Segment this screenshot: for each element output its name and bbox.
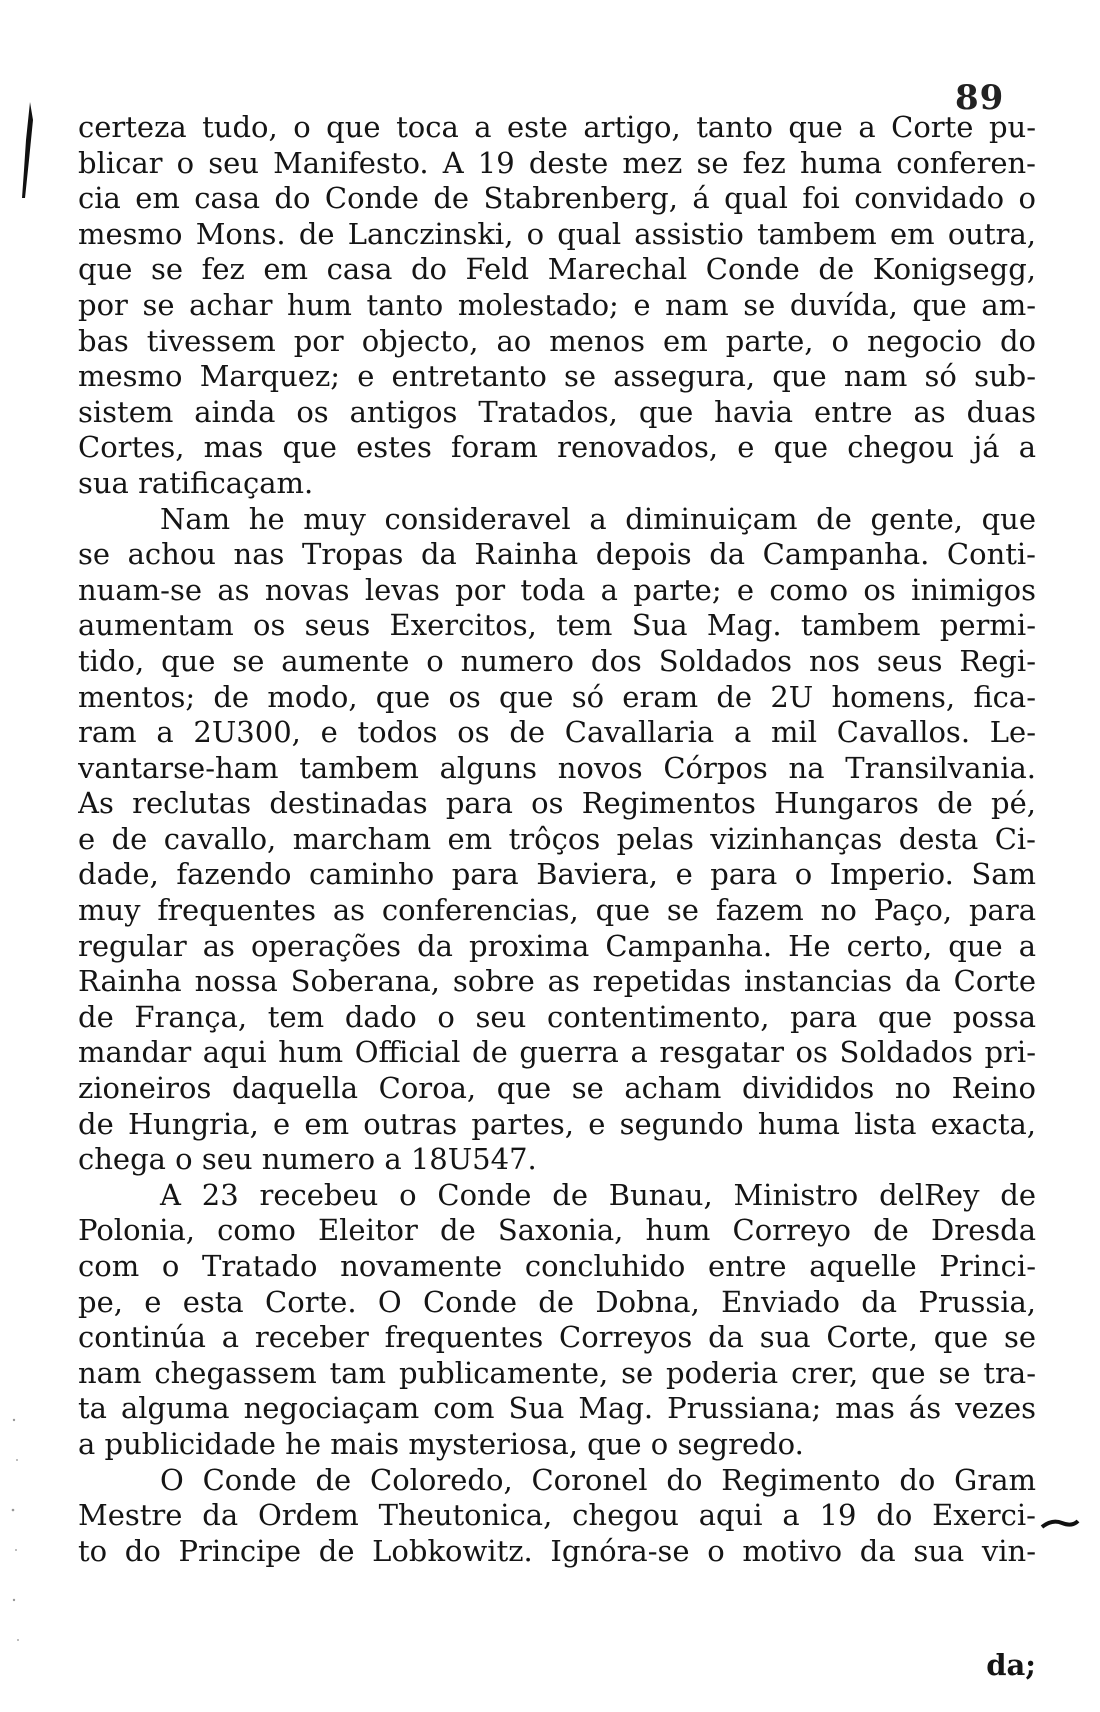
text-line: e de cavallo, marcham em trôços pelas vizinhanças desta Ci- — [78, 821, 1036, 856]
text-line: ram a 2U300, e todos os de Cavallaria a mil Cavallos. Le- — [78, 715, 1036, 750]
text-line: Mestre da Ordem Theutonica, chegou aqui a 19 do Exerci- — [78, 1498, 1036, 1533]
text-line: O Conde de Coloredo, Coronel do Regimento do Gram — [160, 1462, 1036, 1497]
text-line: Polonia, como Eleitor de Saxonia, hum Correyo de Dresda — [78, 1213, 1036, 1248]
text-line: mentos; de modo, que os que só eram de 2U homens, fica- — [78, 679, 1036, 714]
text-line: por se achar hum tanto molestado; e nam se duvída, que am- — [78, 287, 1036, 322]
text-line: nam chegassem tam publicamente, se poderia crer, que se tra- — [78, 1355, 1036, 1390]
text-line: sua ratificaçam. — [78, 465, 314, 500]
catchword: da; — [986, 1648, 1036, 1682]
text-line: mesmo Marquez; e entretanto se assegura, que nam só sub- — [78, 359, 1036, 394]
text-line: nuam-se as novas levas por toda a parte; e como os inimigos — [78, 572, 1036, 607]
text-line: de França, tem dado o seu contentimento, para que possa — [78, 999, 1036, 1034]
text-line: certeza tudo, o que toca a este artigo, tanto que a Corte pu- — [78, 110, 1036, 144]
text-line: As reclutas destinadas para os Regimentos Hungaros de pé, — [78, 786, 1036, 821]
text-line: dade, fazendo caminho para Baviera, e para o Imperio. Sam — [78, 857, 1036, 892]
text-line: ta alguma negociaçam com Sua Mag. Prussiana; mas ás vezes — [78, 1391, 1036, 1426]
page-number: 89 — [955, 78, 1005, 118]
text-line: to do Principe de Lobkowitz. Ignóra-se o motivo da sua vin- — [78, 1533, 1036, 1568]
text-line: zioneiros daquella Coroa, que se acham divididos no Reino — [78, 1071, 1036, 1106]
text-line: regular as operações da proxima Campanha. He certo, que a — [78, 928, 1036, 963]
text-line: com o Tratado novamente concluhido entre aquelle Princi- — [78, 1249, 1036, 1283]
text-line: blicar o seu Manifesto. A 19 deste mez se fez huma conferen- — [78, 145, 1036, 180]
body-text — [78, 110, 1036, 1569]
text-line: se achou nas Tropas da Rainha depois da Campanha. Conti- — [78, 537, 1036, 572]
text-line: Rainha nossa Soberana, sobre as repetidas instancias da Corte — [78, 964, 1036, 999]
margin-dash-mark-icon — [1040, 1515, 1080, 1535]
text-line: sistem ainda os antigos Tratados, que havia entre as duas — [78, 394, 1036, 429]
text-line: bas tivessem por objecto, ao menos em parte, o negocio do — [78, 323, 1036, 358]
text-line: chega o seu numero a 18U547. — [78, 1142, 537, 1177]
text-line: de Hungria, e em outras partes, e segundo huma lista exacta, — [78, 1106, 1036, 1141]
gutter-speckle-icon — [8, 1400, 24, 1660]
text-line: A 23 recebeu o Conde de Bunau, Ministro delRey de — [160, 1177, 1036, 1212]
text-line: vantarse-ham tambem alguns novos Córpos na Transilvania. — [78, 750, 1036, 785]
text-line: continúa a receber frequentes Correyos da sua Corte, que se — [78, 1320, 1036, 1355]
text-line: muy frequentes as conferencias, que se fazem no Paço, para — [78, 893, 1036, 928]
margin-ink-mark-icon — [16, 100, 38, 200]
text-line: a publicidade he mais mysteriosa, que o segredo. — [78, 1426, 804, 1461]
text-line: tido, que se aumente o numero dos Soldados nos seus Regi- — [78, 643, 1036, 678]
text-line: aumentam os seus Exercitos, tem Sua Mag. tambem permi- — [78, 608, 1036, 643]
text-line: Cortes, mas que estes foram renovados, e que chegou já a — [78, 430, 1036, 465]
text-line: mesmo Mons. de Lanczinski, o qual assistio tambem em outra, — [78, 216, 1036, 251]
text-line: mandar aqui hum Official de guerra a resgatar os Soldados pri- — [78, 1035, 1036, 1070]
text-line: pe, e esta Corte. O Conde de Dobna, Enviado da Prussia, — [78, 1284, 1036, 1319]
text-line: cia em casa do Conde de Stabrenberg, á qual foi convidado o — [78, 181, 1036, 216]
text-line: que se fez em casa do Feld Marechal Conde de Konigsegg, — [78, 252, 1036, 287]
text-line: Nam he muy consideravel a diminuiçam de gente, que — [160, 501, 1036, 536]
